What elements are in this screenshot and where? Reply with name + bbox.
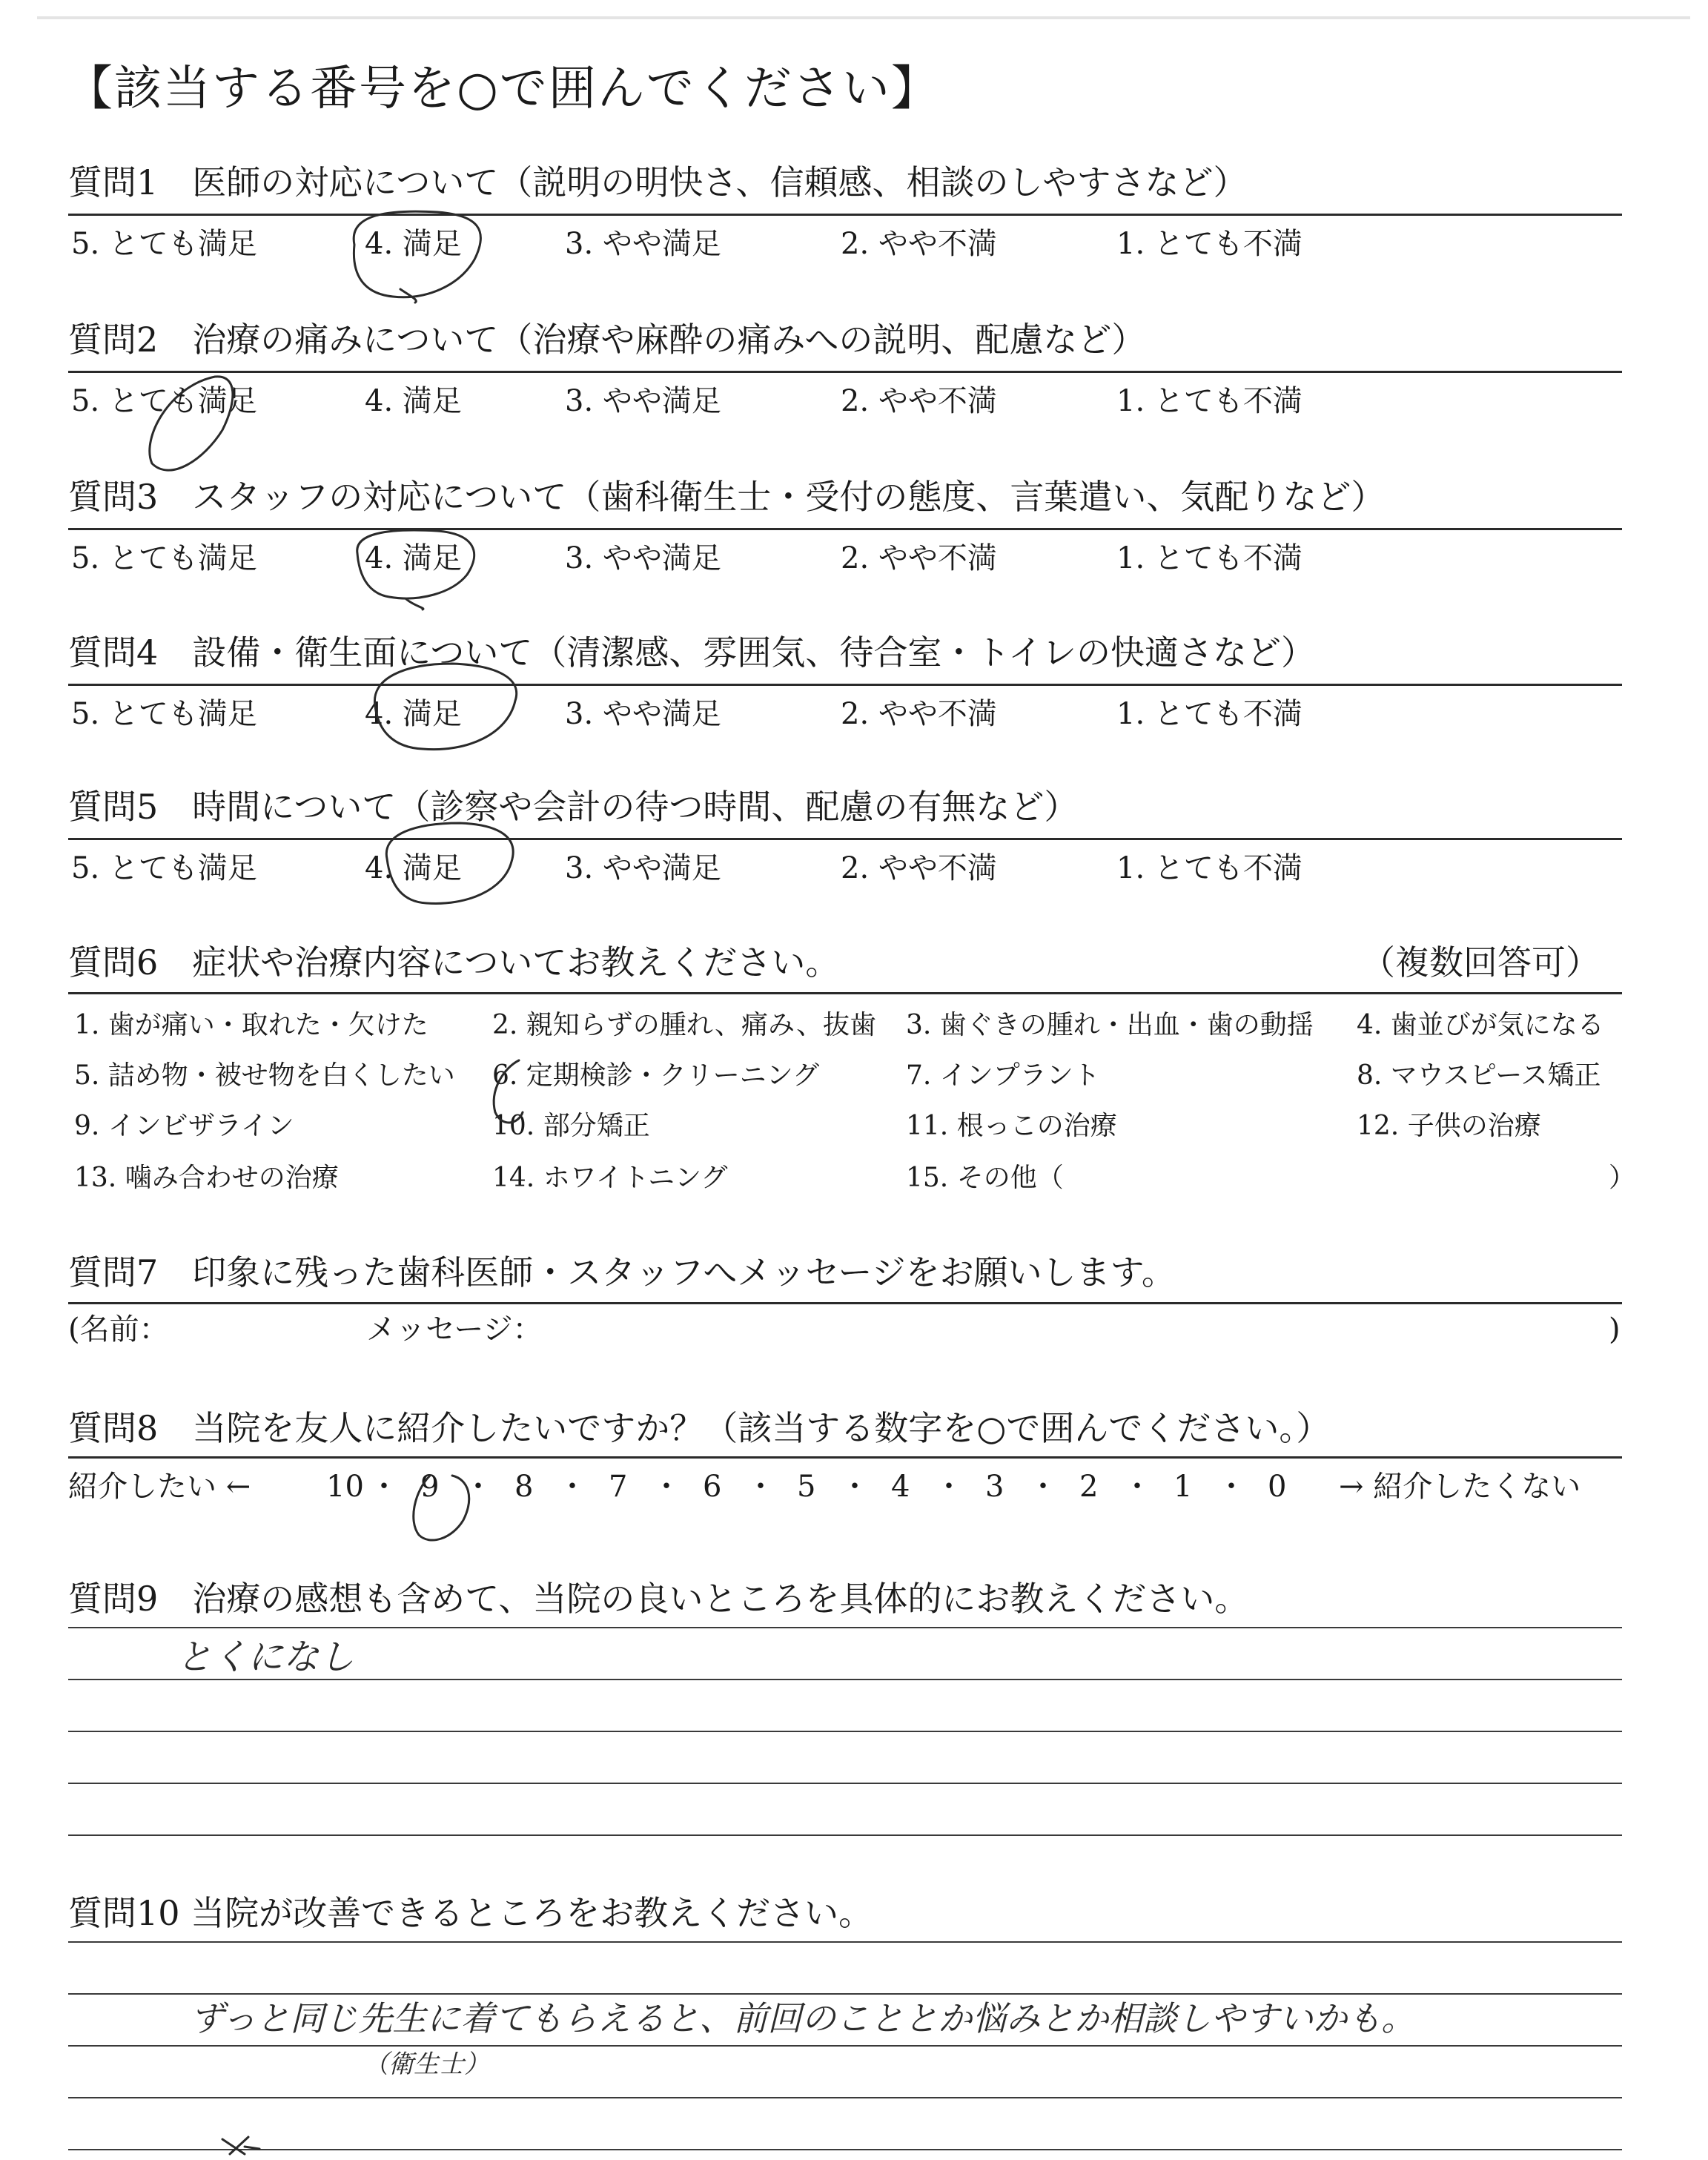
q8-scale-7[interactable]: 7 xyxy=(609,1470,628,1504)
q10-line-4 xyxy=(68,2097,1622,2098)
q8-scale-10[interactable]: 10 xyxy=(326,1470,364,1504)
q8-scale-separator: ・ xyxy=(652,1470,681,1504)
q6-other-close: ） xyxy=(1609,1163,1636,1193)
q10-line-3 xyxy=(68,2045,1622,2047)
q1-option-2[interactable]: 2. やや不満 xyxy=(841,227,997,261)
q4-option-1[interactable]: 1. とても不満 xyxy=(1116,697,1302,731)
q4-option-4[interactable]: 4. 満足 xyxy=(365,697,462,731)
question-6-note: （複数回答可） xyxy=(1361,942,1600,982)
q5-option-5[interactable]: 5. とても満足 xyxy=(71,851,257,885)
question-8-rule xyxy=(68,1456,1622,1459)
q2-option-1[interactable]: 1. とても不満 xyxy=(1116,384,1302,418)
q6-item-5[interactable]: 5. 詰め物・被せ物を白くしたい xyxy=(74,1060,455,1091)
q6-item-9[interactable]: 9. インビザライン xyxy=(74,1111,294,1141)
q6-item-2[interactable]: 2. 親知らずの腫れ、痛み、抜歯 xyxy=(492,1010,877,1040)
question-6-title: 質問6 症状や治療内容についてお教えください。 xyxy=(68,942,840,982)
q10-handwritten-note: （衛生士） xyxy=(363,2050,489,2079)
question-2-rule xyxy=(68,371,1622,373)
q8-scale-separator: ・ xyxy=(1217,1470,1246,1504)
question-1-rule xyxy=(68,214,1622,216)
q8-scale-5[interactable]: 5 xyxy=(797,1470,816,1504)
q2-option-2[interactable]: 2. やや不満 xyxy=(841,384,997,418)
q4-option-5[interactable]: 5. とても満足 xyxy=(71,697,257,731)
q4-option-3[interactable]: 3. やや満足 xyxy=(565,697,721,731)
q3-option-1[interactable]: 1. とても不満 xyxy=(1116,541,1302,575)
q8-scale-separator: ・ xyxy=(557,1470,587,1504)
q8-scale-separator: ・ xyxy=(463,1470,493,1504)
q3-option-2[interactable]: 2. やや不満 xyxy=(841,541,997,575)
q8-scale-separator: ・ xyxy=(369,1470,399,1504)
q6-item-3[interactable]: 3. 歯ぐきの腫れ・出血・歯の動揺 xyxy=(906,1010,1314,1040)
q8-scale-8[interactable]: 8 xyxy=(514,1470,534,1504)
q3-option-5[interactable]: 5. とても満足 xyxy=(71,541,257,575)
q6-item-4[interactable]: 4. 歯並びが気になる xyxy=(1357,1010,1604,1040)
q10-corner-mark xyxy=(222,2137,259,2154)
q4-option-2[interactable]: 2. やや不満 xyxy=(841,697,997,731)
question-2-title: 質問2 治療の痛みについて（治療や麻酔の痛みへの説明、配慮など） xyxy=(68,320,1146,360)
q10-line-5 xyxy=(68,2149,1622,2150)
q8-scale-3[interactable]: 3 xyxy=(985,1470,1004,1504)
q1-option-3[interactable]: 3. やや満足 xyxy=(565,227,721,261)
q2-option-3[interactable]: 3. やや満足 xyxy=(565,384,721,418)
q7-close: ) xyxy=(1609,1312,1621,1347)
q10-line-1 xyxy=(68,1941,1622,1943)
q7-message-label: メッセージ： xyxy=(366,1312,543,1347)
q8-scale-0[interactable]: 0 xyxy=(1268,1470,1287,1504)
q1-option-1[interactable]: 1. とても不満 xyxy=(1116,227,1302,261)
q1-option-4[interactable]: 4. 満足 xyxy=(365,227,462,261)
q8-right-label: → 紹介したくない xyxy=(1339,1470,1581,1504)
q6-item-7[interactable]: 7. インプラント xyxy=(906,1060,1100,1091)
question-5-title: 質問5 時間について（診察や会計の待つ時間、配慮の有無など） xyxy=(68,787,1079,827)
q6-item-13[interactable]: 13. 噛み合わせの治療 xyxy=(74,1163,339,1193)
question-3-title: 質問3 スタッフの対応について（歯科衛生士・受付の態度、言葉遣い、気配りなど） xyxy=(68,477,1386,517)
question-4-rule xyxy=(68,684,1622,686)
top-border xyxy=(37,16,1690,19)
question-7-title: 質問7 印象に残った歯科医師・スタッフへメッセージをお願いします。 xyxy=(68,1252,1176,1292)
q2-option-5[interactable]: 5. とても満足 xyxy=(71,384,257,418)
q6-item-11[interactable]: 11. 根っこの治療 xyxy=(906,1111,1117,1141)
question-4-title: 質問4 設備・衛生面について（清潔感、雰囲気、待合室・トイレの快適さなど） xyxy=(68,633,1316,673)
q8-scale-9[interactable]: 9 xyxy=(420,1470,440,1504)
q6-item-14[interactable]: 14. ホワイトニング xyxy=(492,1163,728,1193)
q9-line-4 xyxy=(68,1783,1622,1784)
q1-option-5[interactable]: 5. とても満足 xyxy=(71,227,257,261)
q8-scale-separator: ・ xyxy=(1122,1470,1152,1504)
q10-handwritten-answer: ずっと同じ先生に着てもらえると、前回のこととか悩みとか相談しやすいかも。 xyxy=(190,1998,1416,2038)
question-5-rule xyxy=(68,838,1622,840)
q5-option-3[interactable]: 3. やや満足 xyxy=(565,851,721,885)
q9-line-3 xyxy=(68,1731,1622,1732)
q8-scale-6[interactable]: 6 xyxy=(703,1470,722,1504)
q8-left-label: 紹介したい ← xyxy=(68,1470,251,1504)
q6-item-8[interactable]: 8. マウスピース矯正 xyxy=(1357,1060,1601,1091)
page-heading: 【該当する番号を○で囲んでください】 xyxy=(65,62,940,116)
q6-item-1[interactable]: 1. 歯が痛い・取れた・欠けた xyxy=(74,1010,428,1040)
q6-item-6[interactable]: 6. 定期検診・クリーニング xyxy=(492,1060,820,1091)
q6-item-15[interactable]: 15. その他（ xyxy=(906,1163,1064,1193)
q9-line-5 xyxy=(68,1834,1622,1836)
q5-option-1[interactable]: 1. とても不満 xyxy=(1116,851,1302,885)
q8-scale-1[interactable]: 1 xyxy=(1174,1470,1193,1504)
q6-item-10[interactable]: 10. 部分矯正 xyxy=(492,1111,650,1141)
q8-scale-2[interactable]: 2 xyxy=(1079,1470,1099,1504)
q9-handwritten-answer: とくになし xyxy=(176,1636,355,1678)
question-1-title: 質問1 医師の対応について（説明の明快さ、信頼感、相談のしやすさなど） xyxy=(68,162,1248,202)
question-7-rule xyxy=(68,1302,1622,1304)
question-9-title: 質問9 治療の感想も含めて、当院の良いところを具体的にお教えください。 xyxy=(68,1579,1249,1619)
q3-option-4[interactable]: 4. 満足 xyxy=(365,541,462,575)
question-6-rule xyxy=(68,992,1622,994)
q5-option-4[interactable]: 4. 満足 xyxy=(365,851,462,885)
q8-scale-4[interactable]: 4 xyxy=(891,1470,910,1504)
question-3-rule xyxy=(68,528,1622,530)
q2-option-4[interactable]: 4. 満足 xyxy=(365,384,462,418)
question-8-title: 質問8 当院を友人に紹介したいですか？（該当する数字を○で囲んでください。） xyxy=(68,1408,1331,1448)
q8-scale-separator: ・ xyxy=(840,1470,870,1504)
q8-scale-separator: ・ xyxy=(746,1470,775,1504)
q8-scale-separator: ・ xyxy=(934,1470,964,1504)
q8-scale-separator: ・ xyxy=(1028,1470,1058,1504)
q7-name-label: (名前： xyxy=(68,1312,169,1347)
q3-option-3[interactable]: 3. やや満足 xyxy=(565,541,721,575)
q6-item-12[interactable]: 12. 子供の治療 xyxy=(1357,1111,1541,1141)
question-10-title: 質問10 当院が改善できるところをお教えください。 xyxy=(68,1893,873,1933)
q5-option-2[interactable]: 2. やや不満 xyxy=(841,851,997,885)
